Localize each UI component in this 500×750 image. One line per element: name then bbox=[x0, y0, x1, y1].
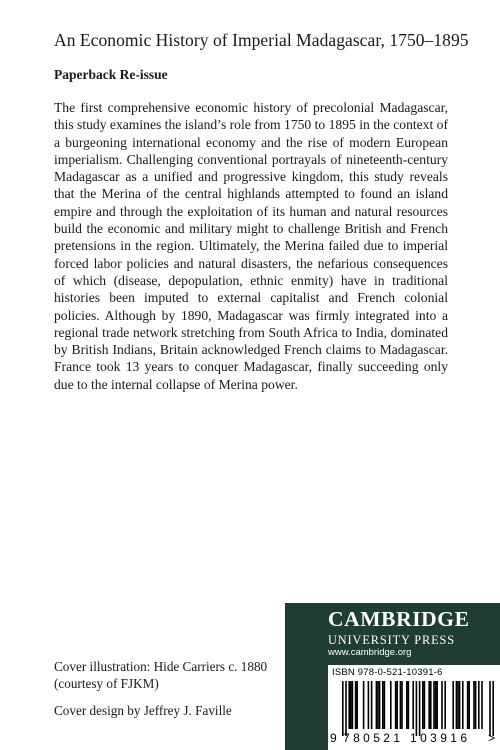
barcode-bar bbox=[441, 681, 443, 729]
publisher-panel bbox=[285, 603, 500, 750]
isbn-label: ISBN 978-0-521-10391-6 bbox=[332, 667, 443, 678]
barcode-bar bbox=[422, 681, 424, 729]
barcode-bar bbox=[424, 681, 426, 729]
barcode-bar bbox=[355, 681, 357, 729]
barcode-bar bbox=[376, 681, 378, 729]
barcode-bar bbox=[481, 681, 483, 729]
barcode-bar bbox=[368, 681, 370, 729]
barcode-bar bbox=[395, 681, 397, 729]
barcode-end-mark: > bbox=[488, 731, 496, 745]
barcode-bar bbox=[419, 681, 421, 736]
barcode-bar bbox=[377, 681, 379, 729]
barcode-bar bbox=[452, 681, 454, 729]
barcode-bar bbox=[428, 681, 430, 729]
barcode-bar bbox=[350, 681, 352, 729]
barcode-bar bbox=[492, 681, 494, 736]
barcode-bar bbox=[473, 681, 475, 729]
barcode-bar bbox=[457, 681, 459, 729]
barcode-box bbox=[328, 665, 500, 750]
barcode-bar bbox=[436, 681, 438, 729]
barcode-bar bbox=[456, 681, 458, 729]
publisher-subname: UNIVERSITY PRESS bbox=[328, 633, 456, 647]
barcode-bar bbox=[478, 681, 480, 729]
barcode-bar bbox=[356, 681, 358, 729]
barcode-bar bbox=[390, 681, 392, 729]
barcode-bar bbox=[444, 681, 446, 729]
barcode-left-group: 780521 bbox=[343, 731, 404, 745]
publisher-url: www.cambridge.org bbox=[328, 647, 412, 658]
barcode-bar bbox=[396, 681, 398, 729]
barcode-bar bbox=[408, 681, 410, 729]
barcode-bar bbox=[468, 681, 470, 729]
barcode-bar bbox=[348, 681, 350, 729]
barcode-bar bbox=[400, 681, 402, 729]
barcode-bar bbox=[379, 681, 381, 729]
barcode-bar bbox=[382, 681, 384, 729]
barcode-bar bbox=[416, 681, 418, 736]
cover-design-credit: Cover design by Jeffrey J. Faville bbox=[54, 703, 232, 718]
barcode-bar bbox=[475, 681, 477, 729]
barcode-bar bbox=[430, 681, 432, 729]
barcode-right-group: 103916 bbox=[410, 731, 471, 745]
barcode-bar bbox=[345, 681, 347, 736]
barcode-bar bbox=[459, 681, 461, 729]
barcode-bar bbox=[489, 681, 491, 736]
barcode-bar bbox=[352, 681, 354, 729]
edition-label: Paperback Re-issue bbox=[54, 67, 168, 82]
barcode-bar bbox=[363, 681, 365, 729]
barcode-bar bbox=[342, 681, 344, 736]
barcode-bar bbox=[371, 681, 373, 729]
barcode-bar bbox=[433, 681, 435, 729]
barcode-bar bbox=[384, 681, 386, 729]
book-title: An Economic History of Imperial Madagascar, 1750–1895 bbox=[54, 30, 469, 50]
barcode-bar bbox=[406, 681, 408, 729]
publisher-name: CAMBRIDGE bbox=[328, 607, 470, 631]
barcode-bar bbox=[462, 681, 464, 729]
barcode-bar bbox=[401, 681, 403, 729]
book-description: The first comprehensive economic history of precolonial Madagascar, this study examines the island’s role from 1750 to 1895 in the context of a burgeoning international economy and the rise of modern European imperialism. Challenging conventional portrayals of nineteenth-century Madagascar as a unified and progressive kingdom, this study reveals that the Merina of the central highlands attempted to found an island empire and through the exploitation of its human and natural resources build the economic and military might to challenge British and French pretensions in the region. Ultimately, the Merina failed due to imperial forced labor policies and natural disasters, the nefarious consequences of which (disease, depopulation, ethnic enmity) have in traditional histories been imputed to external capitalist and French colonial policies. Although by 1890, Madagascar was firmly integrated into a regional trade network stretching from South Africa to India, dominated by British Indians, Britain acknowledged French claims to Madagascar. France took 13 years to conquer Madagascar, finally succeeding only due to the internal collapse of Merina power. bbox=[54, 100, 448, 392]
barcode-bar bbox=[412, 681, 414, 729]
barcode-bar bbox=[435, 681, 437, 729]
barcode-bar bbox=[467, 681, 469, 729]
cover-illustration-credit: Cover illustration: Hide Carriers c. 1880 (courtesy of FJKM) bbox=[54, 659, 268, 691]
barcode-lead-digit: 9 bbox=[330, 731, 337, 745]
